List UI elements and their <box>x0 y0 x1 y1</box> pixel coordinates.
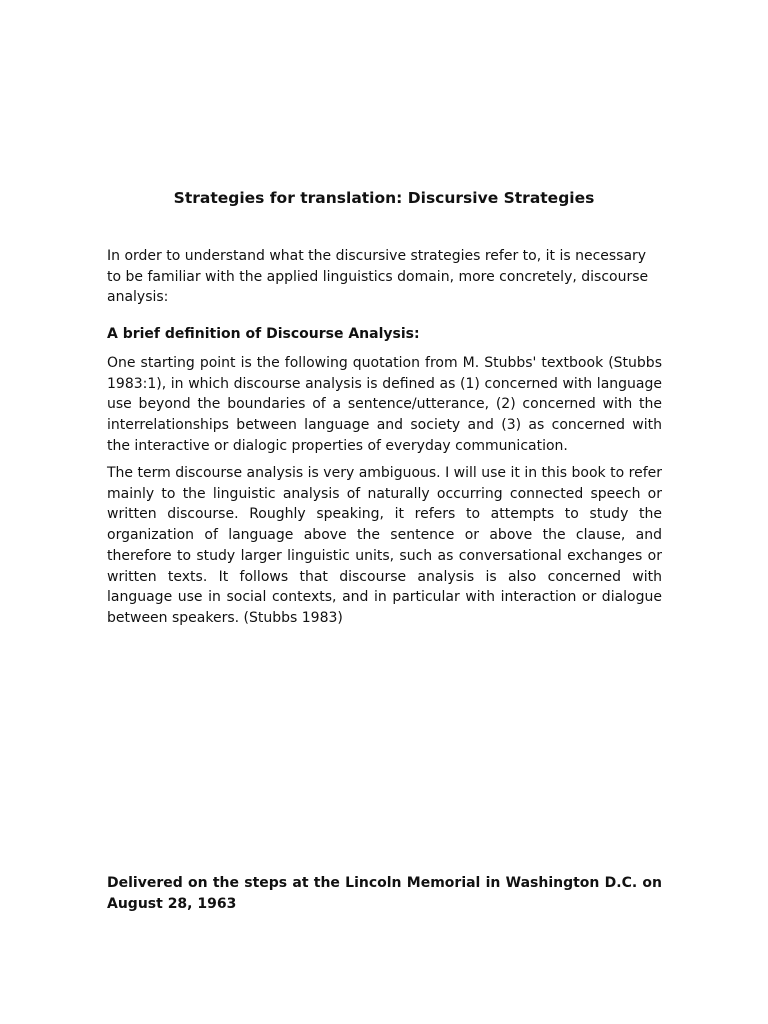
quotation-paragraph: The term discourse analysis is very ambiguous. I will use it in this book to refer mainly to the linguistic analysis of naturally occurring connected speech or written discourse. Roughly speaking, it refers to attempts to study the organization of language above the sentence or above the clause, and therefore to study larger linguistic units, such as conversational exchanges or written texts. It follows that discourse analysis is also concerned with language use in social contexts, and in particular with interaction or dialogue between speakers. (Stubbs 1983) <box>107 465 662 626</box>
intro-paragraph: In order to understand what the discursive strategies refer to, it is necessary to be familiar with the applied linguistics domain, more concretely, discourse analysis: <box>107 248 649 306</box>
document-title: Strategies for translation: Discursive Strategies <box>173 189 595 207</box>
definition-paragraph: One starting point is the following quotation from M. Stubbs' textbook (Stubbs 1983:1), in which discourse analysis is defined as (1) concerned with language use beyond the boundaries of a sentence/utterance, (2) concerned with the interrelationships between language and society and (3) as concerned with the interactive or dialogic properties of everyday communication. <box>107 355 662 454</box>
delivery-note: Delivered on the steps at the Lincoln Memorial in Washington D.C. on August 28, 1963 <box>107 875 662 912</box>
section-heading: A brief definition of Discourse Analysis: <box>107 326 420 342</box>
